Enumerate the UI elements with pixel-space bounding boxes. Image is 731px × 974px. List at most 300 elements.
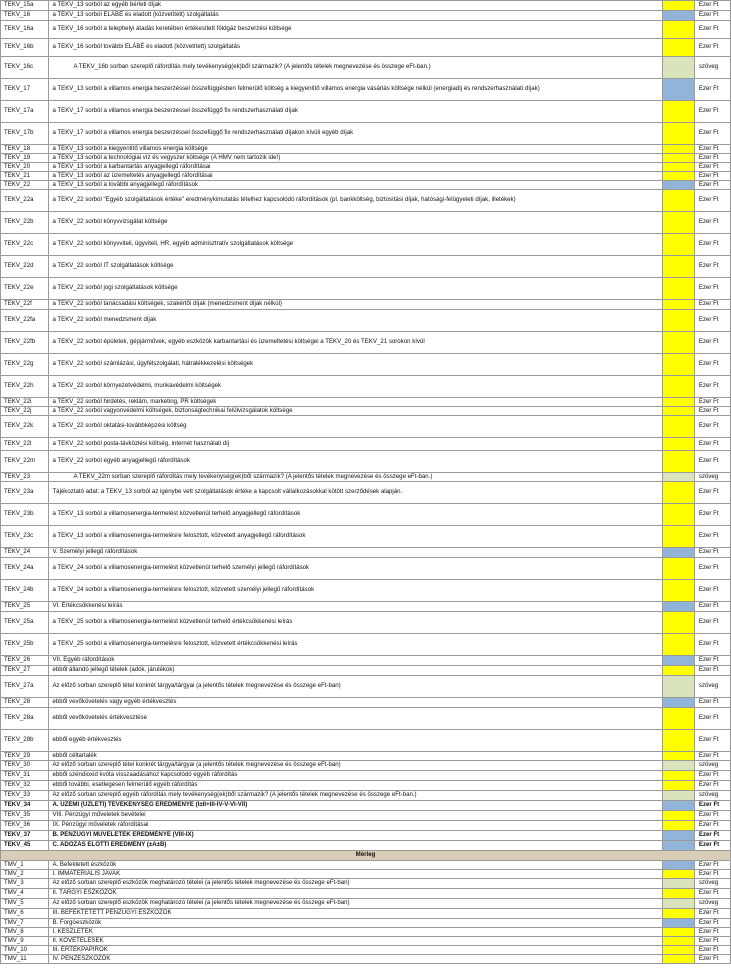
row-description: A TEKV_22m sorban szereplő ráfordítás mely tevékenység(ek)ből származik? (A jelentős tételek megnevezése és összege eFt-ban.) <box>49 473 662 482</box>
row-code: TMV_2 <box>1 870 49 879</box>
row-code: TMV_10 <box>1 946 49 955</box>
row-description: A TEKV_16b sorban szereplő ráfordítás mely tevékenység(ek)ből származik? (A jelentős tételek megnevezése és összege eFt-ban.) <box>49 57 662 79</box>
row-unit: Ezer Ft <box>694 752 730 761</box>
row-unit: Ezer Ft <box>694 332 730 354</box>
row-code: TMV_3 <box>1 879 49 889</box>
table-row <box>1 666 731 676</box>
input-value-cell[interactable] <box>662 955 694 964</box>
table-row <box>1 310 731 332</box>
row-description: a TEKV_22 sorból vagyonvédelmi költségek, biztonságtechnikai felülvizsgálatok költsége <box>49 407 662 416</box>
row-description: IV. PÉNZESZKÖZÖK <box>49 955 662 964</box>
row-description: a TEKV_22 sorból könyvviteli, ügyviteli, HR, egyéb adminisztratív szolgáltatások költsége <box>49 234 662 256</box>
row-description: A. ÜZEMI (ÜZLETI) TEVÉKENYSÉG EREDMÉNYE (I±II+III-IV-V-VI-VII) <box>49 801 662 811</box>
row-description: a TEKV_16 sorból további ELÁBÉ és eladott (közvetített) szolgáltatás <box>49 39 662 57</box>
row-code: TMV_6 <box>1 909 49 919</box>
input-value-cell[interactable] <box>662 354 694 376</box>
table-row <box>1 398 731 407</box>
row-description: B. PÉNZÜGYI MŰVELETEK EREDMÉNYE (VIII-IX) <box>49 831 662 841</box>
calculated-value-cell <box>662 11 694 21</box>
text-input-cell[interactable] <box>662 57 694 79</box>
row-description: a TEKV_13 sorból a villamos energia beszerzéssel összefüggésben felmerülő költség a kiegyenlítő villamos energia vásárlás költsége nélkül (energiadíj és rendszerhasználati díjak) <box>49 79 662 101</box>
table-row <box>1 946 731 955</box>
text-input-cell[interactable] <box>662 879 694 889</box>
row-code: TEKV_24b <box>1 580 49 602</box>
row-unit: Ezer Ft <box>694 937 730 946</box>
table-row <box>1 407 731 416</box>
row-code: TEKV_23a <box>1 482 49 504</box>
row-description: II. TÁRGYI ESZKÖZÖK <box>49 889 662 899</box>
row-code: TEKV_34 <box>1 801 49 811</box>
row-unit: Ezer Ft <box>694 1 730 11</box>
row-unit: Ezer Ft <box>694 634 730 656</box>
row-description: a TEKV_16 sorból a telephelyi átadás keretében értékesített földgáz beszerzési költsége <box>49 21 662 39</box>
input-value-cell[interactable] <box>662 870 694 879</box>
row-code: TEKV_22m <box>1 451 49 473</box>
row-unit: Ezer Ft <box>694 438 730 451</box>
input-value-cell[interactable] <box>662 937 694 946</box>
table-row <box>1 919 731 928</box>
row-description: VIII. Pénzügyi műveletek bevételei <box>49 811 662 821</box>
row-code: TEKV_28a <box>1 708 49 730</box>
row-description: a TEKV_13 sorból az egyéb bérleti díjak <box>49 1 662 11</box>
row-code: TEKV_16b <box>1 39 49 57</box>
row-unit: Ezer Ft <box>694 870 730 879</box>
table-row <box>1 21 731 39</box>
table-row <box>1 821 731 831</box>
table-row <box>1 909 731 919</box>
row-description: ebből vevőkövetelés vagy egyéb értékvesztés <box>49 698 662 708</box>
row-code: TEKV_28 <box>1 698 49 708</box>
row-unit: Ezer Ft <box>694 801 730 811</box>
row-unit: Ezer Ft <box>694 612 730 634</box>
row-description: IX. Pénzügyi műveletek ráfordításai <box>49 821 662 831</box>
input-value-cell[interactable] <box>662 376 694 398</box>
row-description: I. IMMATERIÁLIS JAVAK <box>49 870 662 879</box>
row-code: TEKV_16a <box>1 21 49 39</box>
row-unit: Ezer Ft <box>694 154 730 163</box>
input-value-cell[interactable] <box>662 752 694 761</box>
row-code: TEKV_21 <box>1 172 49 181</box>
row-code: TEKV_20 <box>1 163 49 172</box>
row-code: TEKV_23 <box>1 473 49 482</box>
row-unit: Ezer Ft <box>694 278 730 300</box>
row-code: TEKV_26 <box>1 656 49 666</box>
input-value-cell[interactable] <box>662 821 694 831</box>
row-code: TEKV_28b <box>1 730 49 752</box>
row-unit: Ezer Ft <box>694 181 730 190</box>
row-code: TEKV_27a <box>1 676 49 698</box>
row-unit: szöveg <box>694 761 730 771</box>
row-unit: Ezer Ft <box>694 172 730 181</box>
row-unit: Ezer Ft <box>694 928 730 937</box>
input-value-cell[interactable] <box>662 482 694 504</box>
row-unit: Ezer Ft <box>694 821 730 831</box>
row-code: TEKV_22j <box>1 407 49 416</box>
row-unit: Ezer Ft <box>694 145 730 154</box>
table-row <box>1 482 731 504</box>
row-unit: Ezer Ft <box>694 602 730 612</box>
input-value-cell[interactable] <box>662 730 694 752</box>
row-unit: Ezer Ft <box>694 841 730 851</box>
input-value-cell[interactable] <box>662 310 694 332</box>
input-value-cell[interactable] <box>662 634 694 656</box>
row-description: a TEKV_22 sorból menedzsment díjak <box>49 310 662 332</box>
table-row <box>1 473 731 482</box>
row-unit: Ezer Ft <box>694 771 730 781</box>
row-unit: szöveg <box>694 57 730 79</box>
text-input-cell[interactable] <box>662 761 694 771</box>
row-unit: Ezer Ft <box>694 526 730 548</box>
row-unit: Ezer Ft <box>694 234 730 256</box>
row-unit: Ezer Ft <box>694 730 730 752</box>
row-code: TEKV_22l <box>1 438 49 451</box>
row-unit: Ezer Ft <box>694 256 730 278</box>
row-unit: szöveg <box>694 791 730 801</box>
row-description: a TEKV_25 sorból a villamosenergia-termelésre felosztott, közvetett értékcsökkenési leírás <box>49 634 662 656</box>
row-code: TEKV_22a <box>1 190 49 212</box>
table-row <box>1 145 731 154</box>
row-unit: Ezer Ft <box>694 21 730 39</box>
row-unit: Ezer Ft <box>694 451 730 473</box>
table-row <box>1 676 731 698</box>
input-value-cell[interactable] <box>662 172 694 181</box>
row-code: TEKV_22b <box>1 212 49 234</box>
sheet-body <box>1 1 731 964</box>
row-description: a TEKV_13 sorból a villamosenergia-termelést közvetlenül terhelő anyagjellegű ráfordítások <box>49 504 662 526</box>
row-description: Az előző sorban szereplő tétel konkrét tárgya/tárgyai (a jelentős tételek megnevezése és összege eFt-ban) <box>49 761 662 771</box>
calculated-value-cell <box>662 548 694 558</box>
row-code: TMV_8 <box>1 928 49 937</box>
table-row <box>1 181 731 190</box>
table-row <box>1 730 731 752</box>
table-row <box>1 376 731 398</box>
input-value-cell[interactable] <box>662 781 694 791</box>
row-code: TEKV_25 <box>1 602 49 612</box>
row-description: a TEKV_22 sorból egyéb anyagjellegű ráfordítások <box>49 451 662 473</box>
table-row <box>1 889 731 899</box>
row-code: TEKV_45 <box>1 841 49 851</box>
row-code: TEKV_22h <box>1 376 49 398</box>
table-row <box>1 656 731 666</box>
row-description: a TEKV_22 sorból számlázási, ügyfélszolgálati, hátralékkezelési költségek <box>49 354 662 376</box>
row-description: I. KÉSZLETEK <box>49 928 662 937</box>
section-header-label: Mérleg <box>1 851 731 861</box>
table-row <box>1 256 731 278</box>
table-row <box>1 438 731 451</box>
row-code: TEKV_17b <box>1 123 49 145</box>
input-value-cell[interactable] <box>662 909 694 919</box>
row-code: TEKV_32 <box>1 781 49 791</box>
row-description: ebből céltartalék <box>49 752 662 761</box>
row-description: Az előző sorban szereplő eszközök meghatározó tételei (a jelentős tételek megnevezése és összege eFt-ban) <box>49 899 662 909</box>
row-unit: Ezer Ft <box>694 781 730 791</box>
row-description: ebből további, esetlegesen felmerülő egyéb ráfordítás <box>49 781 662 791</box>
table-row <box>1 781 731 791</box>
row-code: TEKV_22c <box>1 234 49 256</box>
table-row <box>1 708 731 730</box>
table-row <box>1 937 731 946</box>
row-unit: Ezer Ft <box>694 656 730 666</box>
table-row <box>1 57 731 79</box>
row-description: Az előző sorban szereplő tétel konkrét tárgya/tárgyai (a jelentős tételek megnevezése és összege eFt-ban) <box>49 676 662 698</box>
input-value-cell[interactable] <box>662 811 694 821</box>
input-value-cell[interactable] <box>662 154 694 163</box>
row-description: a TEKV_22 sorból posta-távközlési költség, internet használati díj <box>49 438 662 451</box>
table-row <box>1 841 731 851</box>
input-value-cell[interactable] <box>662 212 694 234</box>
row-code: TEKV_37 <box>1 831 49 841</box>
row-unit: Ezer Ft <box>694 300 730 310</box>
row-description: a TEKV_17 sorból a villamos energia beszerzéssel összefüggő fix rendszerhasználati díjak <box>49 101 662 123</box>
row-description: ebből széndioxid kvóta visszaadásához kapcsolódó egyéb ráfordítás <box>49 771 662 781</box>
input-value-cell[interactable] <box>662 163 694 172</box>
row-description: a TEKV_13 sorból az üzemeltetés anyagjellegű ráfordításai <box>49 172 662 181</box>
row-description: a TEKV_22 sorból környezetvédelmi, munkavédelmi költségek <box>49 376 662 398</box>
row-code: TEKV_22d <box>1 256 49 278</box>
table-row <box>1 899 731 909</box>
calculated-value-cell <box>662 841 694 851</box>
row-description: ebből állandó jellegű tételek (adók, járulékok) <box>49 666 662 676</box>
input-value-cell[interactable] <box>662 558 694 580</box>
row-unit: Ezer Ft <box>694 310 730 332</box>
row-unit: Ezer Ft <box>694 190 730 212</box>
table-row <box>1 801 731 811</box>
row-code: TEKV_22i <box>1 398 49 407</box>
row-unit: Ezer Ft <box>694 354 730 376</box>
calculated-value-cell <box>662 602 694 612</box>
row-unit: Ezer Ft <box>694 548 730 558</box>
row-description: a TEKV_24 sorból a villamosenergia-termelésre felosztott, közvetett személyi jellegű ráfordítások <box>49 580 662 602</box>
row-code: TEKV_19 <box>1 154 49 163</box>
row-unit: Ezer Ft <box>694 708 730 730</box>
row-unit: Ezer Ft <box>694 861 730 870</box>
input-value-cell[interactable] <box>662 21 694 39</box>
table-row <box>1 791 731 801</box>
table-row <box>1 11 731 21</box>
input-value-cell[interactable] <box>662 101 694 123</box>
row-description: a TEKV_17 sorból a villamos energia beszerzéssel összefüggő fix rendszerhasználati díjakon kívüli egyéb díjak <box>49 123 662 145</box>
table-row <box>1 354 731 376</box>
table-row <box>1 861 731 870</box>
row-unit: Ezer Ft <box>694 39 730 57</box>
table-row <box>1 698 731 708</box>
row-description: Az előző sorban szereplő eszközök meghatározó tételei (a jelentős tételek megnevezése és összege eFt-ban) <box>49 879 662 889</box>
table-row <box>1 752 731 761</box>
row-code: TEKV_24a <box>1 558 49 580</box>
row-unit: Ezer Ft <box>694 398 730 407</box>
row-code: TEKV_16c <box>1 57 49 79</box>
input-value-cell[interactable] <box>662 451 694 473</box>
table-row <box>1 278 731 300</box>
row-description: a TEKV_25 sorból a villamosenergia-termelést közvetlenül terhelő értékcsökkenési leírás <box>49 612 662 634</box>
row-unit: Ezer Ft <box>694 101 730 123</box>
table-row <box>1 526 731 548</box>
row-unit: Ezer Ft <box>694 123 730 145</box>
row-description: ebből vevőkövetelés értékvesztése <box>49 708 662 730</box>
row-code: TEKV_25a <box>1 612 49 634</box>
table-row <box>1 234 731 256</box>
calculated-value-cell <box>662 656 694 666</box>
row-description: a TEKV_13 sorból a további anyagjellegű ráfordítások <box>49 181 662 190</box>
table-row <box>1 1 731 11</box>
input-value-cell[interactable] <box>662 332 694 354</box>
input-value-cell[interactable] <box>662 145 694 154</box>
input-value-cell[interactable] <box>662 666 694 676</box>
row-description: a TEKV_22 sorból épületek, gépjárművek, egyéb eszközök karbantartási és üzemeltetési költségei a TEKV_20 és TEKV_21 sorokon kívül <box>49 332 662 354</box>
table-row <box>1 634 731 656</box>
row-code: TMV_5 <box>1 899 49 909</box>
text-input-cell[interactable] <box>662 473 694 482</box>
table-row <box>1 123 731 145</box>
table-row <box>1 602 731 612</box>
row-code: TEKV_15a <box>1 1 49 11</box>
row-code: TMV_9 <box>1 937 49 946</box>
row-unit: Ezer Ft <box>694 376 730 398</box>
row-code: TEKV_30 <box>1 761 49 771</box>
row-description: VI. Értékcsökkenési leírás <box>49 602 662 612</box>
text-input-cell[interactable] <box>662 791 694 801</box>
table-row <box>1 955 731 964</box>
row-code: TEKV_31 <box>1 771 49 781</box>
table-row <box>1 212 731 234</box>
row-unit: szöveg <box>694 899 730 909</box>
row-code: TEKV_33 <box>1 791 49 801</box>
input-value-cell[interactable] <box>662 300 694 310</box>
table-row <box>1 548 731 558</box>
input-value-cell[interactable] <box>662 190 694 212</box>
calculated-value-cell <box>662 919 694 928</box>
input-value-cell[interactable] <box>662 612 694 634</box>
input-value-cell[interactable] <box>662 771 694 781</box>
input-value-cell[interactable] <box>662 889 694 899</box>
row-code: TEKV_22fa <box>1 310 49 332</box>
section-header-row <box>1 851 731 861</box>
table-row <box>1 879 731 889</box>
row-description: III. ÉRTÉKPAPÍROK <box>49 946 662 955</box>
row-code: TMV_1 <box>1 861 49 870</box>
table-row <box>1 101 731 123</box>
input-value-cell[interactable] <box>662 278 694 300</box>
table-row <box>1 79 731 101</box>
row-description: A. Befektetett eszközök <box>49 861 662 870</box>
calculated-value-cell <box>662 831 694 841</box>
row-description: a TEKV_22 sorból hirdetés, reklám, marketing, PR költségek <box>49 398 662 407</box>
row-description: a TEKV_13 sorból a villamosenergia-termelésre felosztott, közvetett anyagjellegű ráfordítások <box>49 526 662 548</box>
row-description: a TEKV_22 sorból tanácsadási költségek, szakértői díjak (menedzsment díjak nélkül) <box>49 300 662 310</box>
text-input-cell[interactable] <box>662 676 694 698</box>
row-unit: szöveg <box>694 676 730 698</box>
row-code: TMV_7 <box>1 919 49 928</box>
row-description: a TEKV_24 sorból a villamosenergia-termelést közvetlenül terhelő személyi jellegű ráfordítások <box>49 558 662 580</box>
row-unit: Ezer Ft <box>694 163 730 172</box>
table-row <box>1 332 731 354</box>
input-value-cell[interactable] <box>662 39 694 57</box>
row-code: TMV_11 <box>1 955 49 964</box>
input-value-cell[interactable] <box>662 1 694 11</box>
table-row <box>1 154 731 163</box>
table-row <box>1 771 731 781</box>
row-unit: Ezer Ft <box>694 407 730 416</box>
row-description: Az előző sorban szereplő egyéb ráfordítás mely tevékenység(ek)ből származik? (A jelentős tételek megnevezése és összege eFt-ban.) <box>49 791 662 801</box>
row-code: TEKV_35 <box>1 811 49 821</box>
row-unit: Ezer Ft <box>694 482 730 504</box>
row-code: TEKV_16 <box>1 11 49 21</box>
row-description: a TEKV_13 sorból ELÁBÉ és eladott (közvetített) szolgáltatás <box>49 11 662 21</box>
input-value-cell[interactable] <box>662 407 694 416</box>
input-value-cell[interactable] <box>662 256 694 278</box>
input-value-cell[interactable] <box>662 708 694 730</box>
row-code: TEKV_22g <box>1 354 49 376</box>
row-code: TEKV_22e <box>1 278 49 300</box>
table-row <box>1 300 731 310</box>
input-value-cell[interactable] <box>662 928 694 937</box>
input-value-cell[interactable] <box>662 416 694 438</box>
table-row <box>1 870 731 879</box>
row-description: III. BEFEKTETETT PÉNZÜGYI ESZKÖZÖK <box>49 909 662 919</box>
calculated-value-cell <box>662 181 694 190</box>
table-row <box>1 190 731 212</box>
row-code: TEKV_36 <box>1 821 49 831</box>
calculated-value-cell <box>662 79 694 101</box>
row-unit: Ezer Ft <box>694 919 730 928</box>
input-value-cell[interactable] <box>662 580 694 602</box>
row-code: TEKV_23b <box>1 504 49 526</box>
row-unit: Ezer Ft <box>694 558 730 580</box>
row-description: C. ADÓZÁS ELŐTTI EREDMÉNY (±A±B) <box>49 841 662 851</box>
text-input-cell[interactable] <box>662 899 694 909</box>
row-code: TEKV_22f <box>1 300 49 310</box>
row-code: TEKV_24 <box>1 548 49 558</box>
row-unit: Ezer Ft <box>694 955 730 964</box>
input-value-cell[interactable] <box>662 504 694 526</box>
row-code: TEKV_22 <box>1 181 49 190</box>
input-value-cell[interactable] <box>662 123 694 145</box>
table-row <box>1 451 731 473</box>
table-row <box>1 39 731 57</box>
row-description: VII. Egyéb ráfordítások <box>49 656 662 666</box>
row-description: Tájékoztató adat: a TEKV_13 sorból az igénybe vett szolgáltatások értéke a kapcsolt vállalkozásokkal kötött szerződések alapján. <box>49 482 662 504</box>
row-description: a TEKV_13 sorból a karbantartás anyagjellegű ráfordításai <box>49 163 662 172</box>
table-row <box>1 811 731 821</box>
row-code: TEKV_25b <box>1 634 49 656</box>
row-unit: szöveg <box>694 879 730 889</box>
row-description: V. Személyi jellegű ráfordítások <box>49 548 662 558</box>
row-code: TEKV_17a <box>1 101 49 123</box>
row-description: ebből egyéb értékvesztés <box>49 730 662 752</box>
row-unit: Ezer Ft <box>694 698 730 708</box>
row-unit: Ezer Ft <box>694 580 730 602</box>
input-value-cell[interactable] <box>662 438 694 451</box>
table-row <box>1 928 731 937</box>
table-row <box>1 580 731 602</box>
row-code: TEKV_22k <box>1 416 49 438</box>
calculated-value-cell <box>662 801 694 811</box>
table-row <box>1 416 731 438</box>
row-unit: Ezer Ft <box>694 666 730 676</box>
row-unit: Ezer Ft <box>694 831 730 841</box>
table-row <box>1 172 731 181</box>
row-description: a TEKV_22 sorból könyvvizsgálat költsége <box>49 212 662 234</box>
row-unit: szöveg <box>694 473 730 482</box>
row-unit: Ezer Ft <box>694 79 730 101</box>
input-value-cell[interactable] <box>662 946 694 955</box>
input-value-cell[interactable] <box>662 234 694 256</box>
input-value-cell[interactable] <box>662 398 694 407</box>
row-code: TEKV_29 <box>1 752 49 761</box>
row-description: a TEKV_22 sorból "Egyéb szolgáltatások értéke" eredménykimutatás tételhez kapcsolódó ráfordítások (pl. bankköltség, biztosítási díjak, hatósági-felügyeleti díjak, illetékek) <box>49 190 662 212</box>
calculated-value-cell <box>662 861 694 870</box>
input-value-cell[interactable] <box>662 526 694 548</box>
